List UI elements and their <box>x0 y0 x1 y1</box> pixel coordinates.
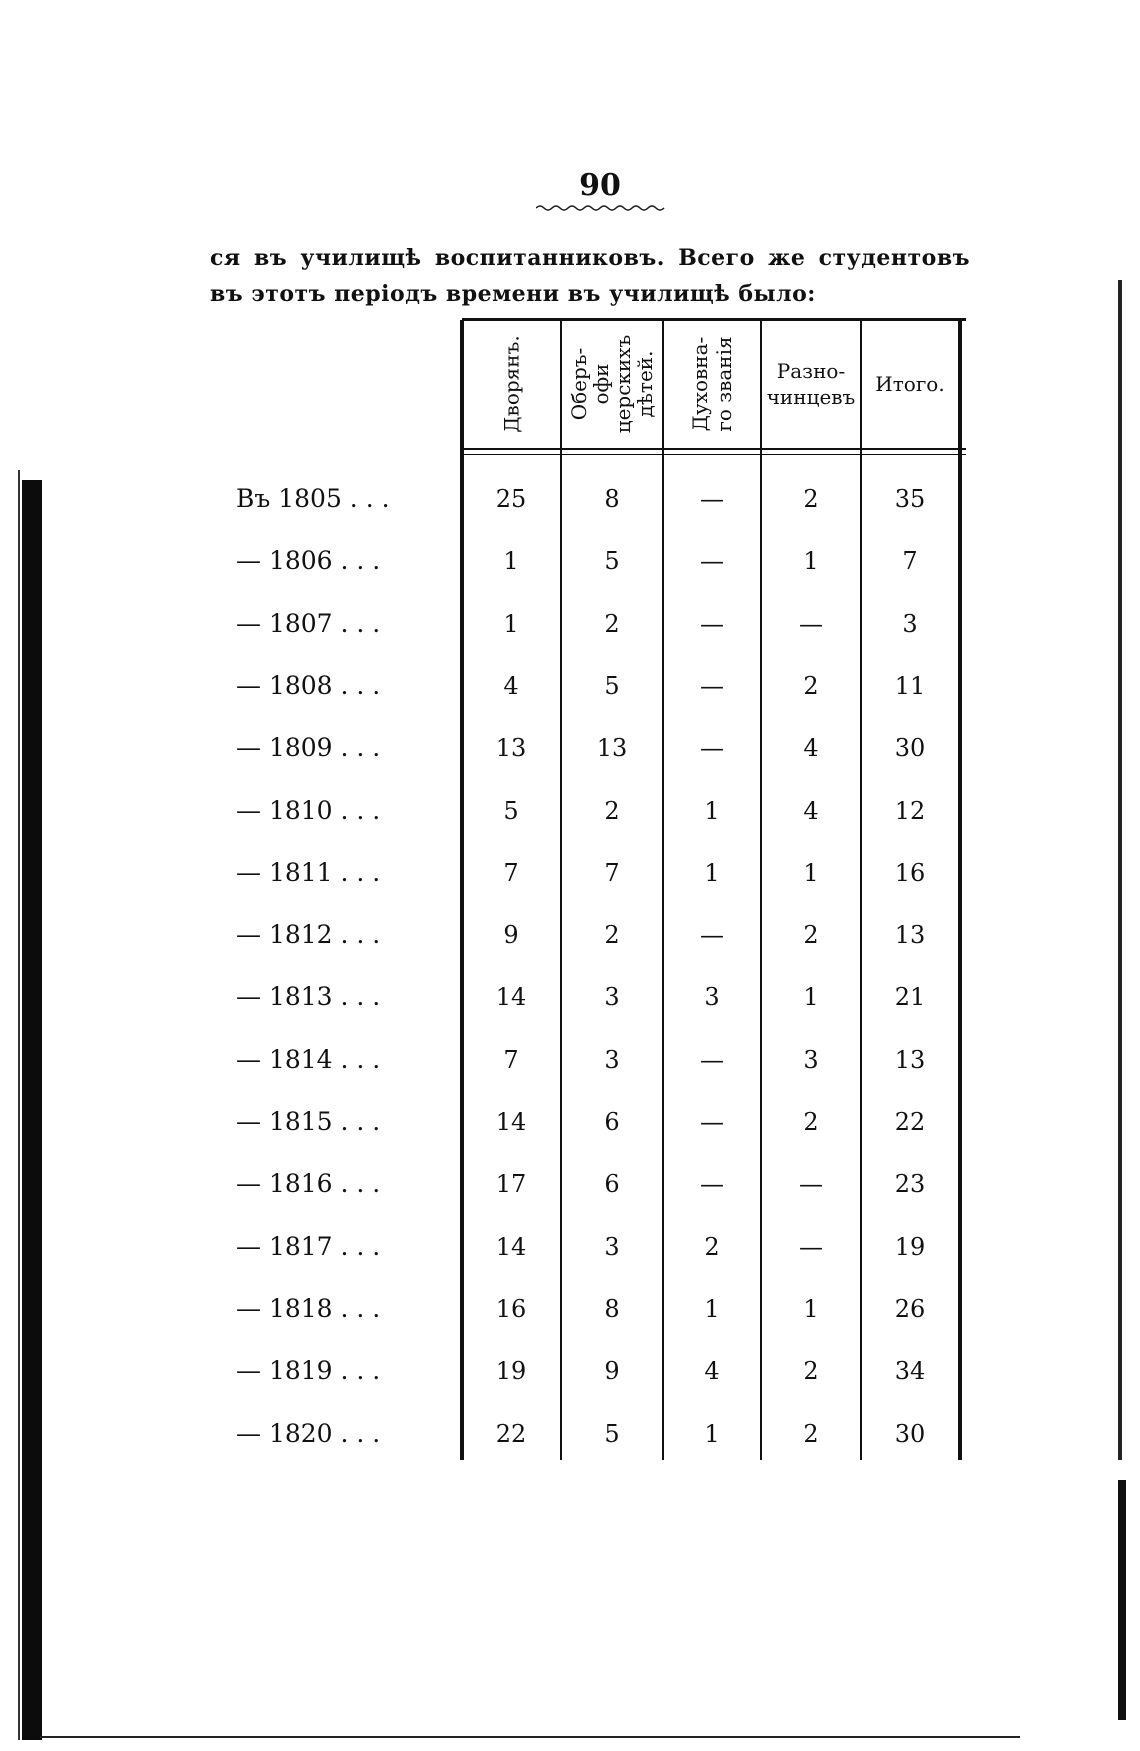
row-year-label: — 1813 . . . <box>236 982 381 1012</box>
table-cell: 8 <box>604 1294 620 1323</box>
table-cell: — <box>700 1108 724 1136</box>
table-row <box>0 1403 1140 1465</box>
table-cell: 3 <box>902 609 918 638</box>
table-cell: 25 <box>495 485 527 513</box>
row-year-label: — 1815 . . . <box>236 1107 381 1136</box>
table-cell: — <box>700 1170 724 1199</box>
table-cell: 16 <box>894 858 926 887</box>
table-cell: 1 <box>503 609 519 638</box>
table-cell: 2 <box>803 921 819 950</box>
table-row <box>0 717 1140 779</box>
table-cell: 14 <box>495 1108 527 1136</box>
scan-edge-right-lower <box>1118 1480 1126 1720</box>
table-cell: 7 <box>902 547 918 576</box>
table-cell: 13 <box>894 1045 926 1074</box>
table-cell: 1 <box>704 796 720 825</box>
table-cell: 8 <box>604 485 620 513</box>
table-cell: 21 <box>894 983 926 1012</box>
scan-edge-bottom <box>40 1736 1020 1738</box>
row-year-label: — 1806 . . . <box>236 546 381 576</box>
table-cell: 2 <box>803 1419 819 1448</box>
table-row <box>0 530 1140 592</box>
table-cell: 3 <box>604 983 620 1012</box>
header-commoners-label: Разно- чинцевъ <box>766 359 856 409</box>
table-cell: 4 <box>803 796 819 825</box>
table-row <box>0 1216 1140 1278</box>
table-row <box>0 1029 1140 1091</box>
table-cell: 9 <box>604 1357 620 1386</box>
table-cell: 1 <box>803 547 819 576</box>
table-cell: — <box>799 1170 823 1199</box>
table-cell: 3 <box>604 1232 620 1261</box>
table-row <box>0 468 1140 530</box>
table-cell: 1 <box>803 858 819 887</box>
table-cell: 30 <box>894 734 926 763</box>
table-cell: 22 <box>495 1419 527 1448</box>
table-cell: 6 <box>604 1108 620 1136</box>
table-cell: 6 <box>604 1170 620 1199</box>
table-cell: — <box>700 609 724 638</box>
table-cell: 7 <box>503 858 519 887</box>
page-number: 90 <box>579 168 621 203</box>
table-cell: — <box>700 921 724 950</box>
table-cell: 2 <box>604 921 620 950</box>
table-cell: 16 <box>495 1294 527 1323</box>
table-row <box>0 842 1140 904</box>
table-cell: 1 <box>803 1294 819 1323</box>
table-cell: 3 <box>604 1045 620 1074</box>
table-cell: 4 <box>803 734 819 763</box>
header-clergy-label: Духовна- го званія <box>688 336 736 432</box>
table-cell: 5 <box>604 547 620 576</box>
table-cell: 26 <box>894 1294 926 1323</box>
table-cell: — <box>700 547 724 576</box>
table-cell: — <box>700 485 724 513</box>
table-cell: 2 <box>604 609 620 638</box>
table-cell: 2 <box>803 1108 819 1136</box>
table-cell: 9 <box>503 921 519 950</box>
table-cell: 3 <box>803 1045 819 1074</box>
header-officers-children-label: Оберъ-офи церскихъ дѣтей. <box>567 334 657 434</box>
table-cell: — <box>700 671 724 700</box>
table-cell: 34 <box>894 1357 926 1386</box>
header-total <box>862 322 958 446</box>
table-cell: 22 <box>894 1108 926 1136</box>
row-year-label: — 1808 . . . <box>236 670 381 700</box>
table-cell: 30 <box>894 1419 926 1448</box>
row-year-label: — 1818 . . . <box>236 1293 381 1323</box>
table-cell: 5 <box>503 796 519 825</box>
table-row <box>0 1340 1140 1402</box>
table-cell: 3 <box>704 983 720 1012</box>
row-year-label: — 1807 . . . <box>236 608 381 638</box>
row-year-label: — 1809 . . . <box>236 733 381 763</box>
row-year-label: — 1816 . . . <box>236 1169 381 1199</box>
row-year-label: — 1820 . . . <box>236 1418 381 1448</box>
table-cell: — <box>700 734 724 763</box>
table-cell: 23 <box>894 1170 926 1199</box>
table-cell: 2 <box>803 485 819 513</box>
header-commoners <box>762 322 860 446</box>
table-cell: 17 <box>495 1170 527 1199</box>
table-cell: 2 <box>803 1357 819 1386</box>
table-row <box>0 1278 1140 1340</box>
header-total-label: Итого. <box>875 372 945 396</box>
table-cell: 4 <box>704 1357 720 1386</box>
table-cell: 1 <box>704 1294 720 1323</box>
header-separator <box>462 448 966 450</box>
table-row <box>0 593 1140 655</box>
table-row <box>0 904 1140 966</box>
table-cell: 14 <box>495 1232 527 1261</box>
table-cell: — <box>799 1232 823 1261</box>
table-cell: 4 <box>503 671 519 700</box>
row-year-label: — 1819 . . . <box>236 1356 381 1386</box>
row-year-label: — 1811 . . . <box>236 857 381 887</box>
table-cell: 1 <box>704 858 720 887</box>
table-cell: 13 <box>596 734 628 763</box>
table-cell: — <box>799 609 823 638</box>
table-cell: 1 <box>803 983 819 1012</box>
row-year-label: — 1812 . . . <box>236 920 381 950</box>
table-cell: 35 <box>894 485 926 513</box>
table-cell: 13 <box>495 734 527 763</box>
table-cell: 19 <box>894 1232 926 1261</box>
table-cell: 7 <box>604 858 620 887</box>
table-cell: 7 <box>503 1045 519 1074</box>
table-cell: 13 <box>894 921 926 950</box>
table-cell: — <box>700 1045 724 1074</box>
table-row <box>0 655 1140 717</box>
header-nobles <box>464 322 560 446</box>
header-separator-thin <box>462 454 966 455</box>
table-row <box>0 780 1140 842</box>
table-cell: 1 <box>503 547 519 576</box>
table-cell: 5 <box>604 671 620 700</box>
row-year-label: — 1817 . . . <box>236 1231 381 1261</box>
table-top-rule <box>462 318 966 321</box>
table-row <box>0 1153 1140 1215</box>
table-row <box>0 966 1140 1028</box>
row-year-label: — 1814 . . . <box>236 1044 381 1074</box>
header-nobles-label: Дворянъ. <box>500 335 524 433</box>
table-cell: 19 <box>495 1357 527 1386</box>
row-year-label: Въ 1805 . . . <box>236 484 390 513</box>
table-cell: 12 <box>894 796 926 825</box>
table-row <box>0 1091 1140 1153</box>
header-officers-children <box>562 322 662 446</box>
table-cell: 14 <box>495 983 527 1012</box>
table-cell: 1 <box>704 1419 720 1448</box>
row-year-label: — 1810 . . . <box>236 795 381 825</box>
intro-paragraph: ся въ училищѣ воспитанниковъ. Всего же студентовъ въ этотъ періодъ времени въ училищѣ было: <box>210 245 970 307</box>
page-number-ornament <box>536 204 666 212</box>
table-cell: 11 <box>894 671 926 700</box>
header-clergy <box>664 322 760 446</box>
table-cell: 2 <box>604 796 620 825</box>
table-cell: 2 <box>704 1232 720 1261</box>
table-cell: 5 <box>604 1419 620 1448</box>
table-cell: 2 <box>803 671 819 700</box>
